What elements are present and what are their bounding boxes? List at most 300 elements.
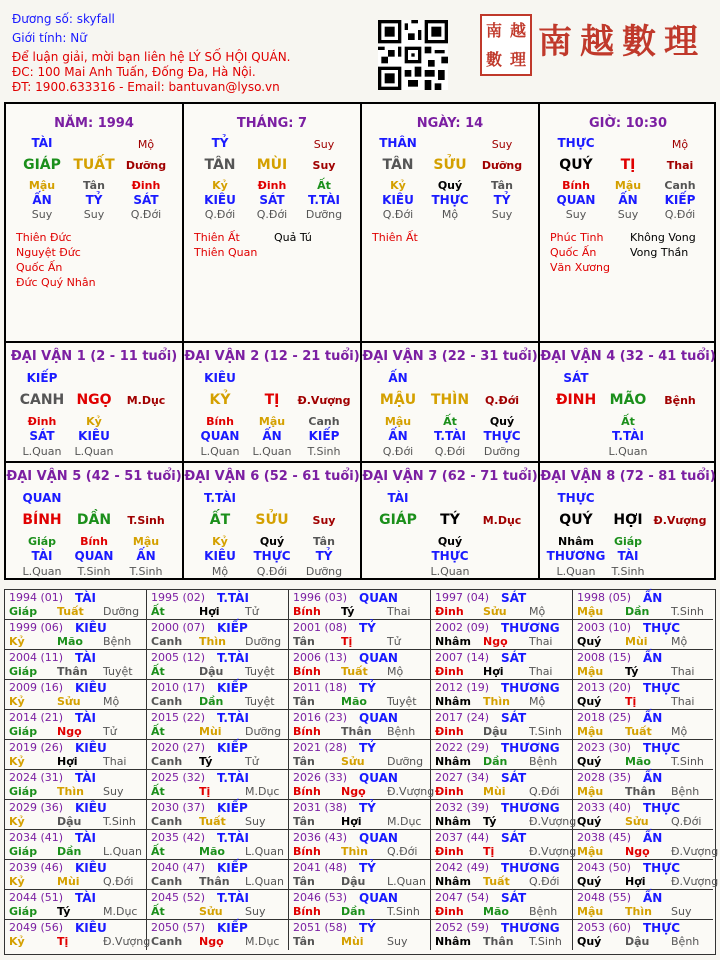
hidden-stem: Đinh — [27, 415, 57, 428]
year-cell[interactable] — [573, 620, 713, 650]
year-stage: T.Sinh — [387, 905, 420, 918]
hidden-stem: Mậu — [384, 415, 412, 428]
year-cell[interactable] — [289, 770, 435, 800]
hidden-stage: Suy — [565, 208, 587, 221]
year-label: 2048 (55) — [577, 891, 632, 904]
year-god: THƯƠNG — [501, 681, 560, 695]
year-god: KIÊU — [75, 861, 107, 875]
year-god: SÁT — [501, 891, 527, 905]
hidden-stem: Giáp — [613, 535, 643, 548]
year-label: 1997 (04) — [435, 591, 490, 604]
year-stem: Tân — [293, 755, 315, 768]
hidden-god: ẤN — [136, 549, 156, 563]
year-label: 2006 (13) — [293, 651, 348, 664]
year-stem: Canh — [151, 815, 183, 828]
year-god: SÁT — [501, 651, 527, 665]
hidden-god: ẤN — [618, 193, 638, 207]
year-label: 2026 (33) — [293, 771, 348, 784]
dai-van-branch: NGỌ — [76, 392, 112, 408]
year-stem: Quý — [577, 755, 602, 768]
year-branch: Sửu — [625, 815, 649, 828]
year-cell[interactable] — [289, 650, 431, 680]
year-cell[interactable] — [5, 650, 147, 680]
year-cell[interactable] — [289, 710, 431, 740]
year-cell[interactable] — [573, 770, 713, 800]
year-branch: Mão — [57, 635, 83, 648]
year-stem: Ất — [151, 785, 165, 798]
year-cell[interactable] — [573, 710, 713, 740]
year-label: 2032 (39) — [435, 801, 490, 814]
year-god: TỶ — [359, 621, 376, 635]
year-stem: Kỷ — [9, 935, 25, 948]
year-branch: Hợi — [625, 875, 646, 888]
year-branch: Mùi — [625, 635, 648, 648]
year-god: THỰC — [643, 741, 681, 755]
year-cell[interactable] — [5, 740, 147, 770]
year-stem: Nhâm — [435, 815, 471, 828]
year-label: 2014 (21) — [9, 711, 64, 724]
dai-van-stage: Bệnh — [664, 394, 696, 407]
year-branch: Thân — [199, 875, 230, 888]
year-cell[interactable] — [147, 920, 289, 950]
hidden-stage: Suy — [617, 208, 639, 221]
year-cell[interactable] — [5, 680, 147, 710]
hidden-stage: Q.Đới — [130, 208, 162, 221]
year-stage: Q.Đới — [529, 875, 560, 888]
qr-code-icon[interactable] — [378, 20, 448, 90]
hidden-stem: Bính — [206, 415, 234, 428]
year-label: 2036 (43) — [293, 831, 348, 844]
year-branch: Thìn — [625, 905, 652, 918]
year-branch: Thân — [483, 935, 514, 948]
dai-van-stage: M.Dục — [126, 394, 166, 407]
year-label: 2035 (42) — [151, 831, 206, 844]
pillar-extra: Mộ — [137, 138, 155, 151]
year-stem: Giáp — [9, 665, 38, 678]
year-stem: Bính — [293, 665, 321, 678]
pillar-god: TỶ — [211, 136, 229, 150]
dai-van-god: THỰC — [557, 491, 595, 505]
dai-van-title: ĐẠI VẬN 2 (12 - 21 tuổi) — [184, 349, 360, 364]
hidden-stage: L.Quan — [200, 445, 240, 458]
year-cell[interactable] — [573, 590, 713, 620]
year-label: 2015 (22) — [151, 711, 206, 724]
hidden-stem: Nhâm — [558, 535, 594, 548]
hidden-god: THỰC — [253, 549, 291, 563]
year-label: 2049 (56) — [9, 921, 64, 934]
year-label: 2005 (12) — [151, 651, 206, 664]
year-cell[interactable] — [289, 740, 431, 770]
year-cell[interactable] — [289, 680, 431, 710]
year-stem: Bính — [293, 785, 321, 798]
year-cell[interactable] — [147, 800, 289, 830]
year-branch: Tuất — [341, 665, 368, 678]
year-stage: Q.Đới — [103, 875, 134, 888]
year-stem: Đinh — [435, 785, 464, 798]
dai-van-stem: GIÁP — [379, 512, 417, 528]
year-cell[interactable] — [431, 800, 577, 830]
year-label: 1998 (05) — [577, 591, 632, 604]
dai-van-stem: BÍNH — [22, 512, 62, 528]
pillar-god: THỰC — [557, 136, 595, 150]
year-stage: T.Sinh — [671, 755, 704, 768]
year-stem: Tân — [293, 635, 315, 648]
year-stem: Ất — [151, 665, 165, 678]
year-stem: Quý — [577, 635, 602, 648]
year-label: 2044 (51) — [9, 891, 64, 904]
hidden-stem: Bính — [80, 535, 108, 548]
year-god: TÀI — [75, 651, 97, 665]
grid-divider — [6, 461, 714, 463]
year-stage: Mộ — [529, 605, 546, 618]
year-stage: Thai — [103, 755, 127, 768]
pillar-branch: TỊ — [620, 157, 636, 173]
year-god: T.TÀI — [217, 831, 249, 845]
hidden-stage: L.Quan — [74, 445, 114, 458]
year-cell[interactable] — [5, 860, 147, 890]
year-branch: Tý — [341, 605, 355, 618]
hidden-stage: T.Sinh — [129, 565, 163, 578]
year-god: SÁT — [501, 591, 527, 605]
year-cell[interactable] — [147, 710, 289, 740]
year-cell[interactable] — [5, 830, 147, 860]
year-stage: Thai — [529, 635, 553, 648]
year-label: 2038 (45) — [577, 831, 632, 844]
year-stage: Thai — [529, 665, 553, 678]
year-stem: Đinh — [435, 725, 464, 738]
year-cell[interactable] — [431, 710, 573, 740]
dai-van-title: ĐẠI VẬN 3 (22 - 31 tuổi) — [362, 349, 538, 364]
hidden-stage: L.Quan — [22, 445, 62, 458]
year-cell[interactable] — [147, 620, 289, 650]
pillar-branch: MÙI — [256, 157, 288, 173]
year-branch: Mão — [199, 845, 225, 858]
header — [0, 0, 720, 100]
year-label: 2052 (59) — [435, 921, 490, 934]
year-stem: Nhâm — [435, 935, 471, 948]
chart-grid — [4, 102, 716, 580]
year-branch: Dậu — [341, 875, 366, 888]
year-branch: Thìn — [199, 635, 226, 648]
dai-van-title: ĐẠI VẬN 6 (52 - 61 tuổi) — [184, 469, 360, 484]
dai-van-stage: Q.Đới — [484, 394, 520, 407]
year-stage: Suy — [671, 905, 692, 918]
year-cell[interactable] — [431, 890, 573, 920]
hidden-god: TỶ — [493, 193, 511, 207]
year-stem: Kỷ — [9, 815, 25, 828]
grid-divider — [6, 341, 714, 343]
year-cell[interactable] — [431, 680, 573, 710]
year-stem: Bính — [293, 605, 321, 618]
star-item: Quả Tú — [274, 231, 312, 244]
year-stage: Tử — [245, 755, 259, 768]
year-stage: Q.Đới — [529, 785, 560, 798]
year-god: THỰC — [643, 801, 681, 815]
hidden-god: SÁT — [259, 193, 285, 207]
hidden-stage: L.Quan — [252, 445, 292, 458]
year-cell[interactable] — [431, 860, 573, 890]
year-cell[interactable] — [573, 650, 713, 680]
year-stage: Dưỡng — [245, 725, 282, 738]
year-stage: Đ.Vượng — [529, 845, 577, 858]
pillar-title: THÁNG: 7 — [236, 116, 308, 131]
pillar-title: GIỜ: 10:30 — [589, 116, 667, 131]
hidden-stem: Quý — [437, 535, 463, 548]
year-branch: Dần — [341, 905, 366, 918]
year-stem: Giáp — [9, 905, 38, 918]
year-cell[interactable] — [573, 680, 713, 710]
year-cell[interactable] — [147, 770, 289, 800]
year-stem: Mậu — [577, 665, 604, 678]
year-cell[interactable] — [573, 890, 713, 920]
year-cell[interactable] — [573, 920, 713, 950]
year-cell[interactable] — [5, 920, 151, 950]
year-branch: Tị — [199, 785, 211, 798]
year-branch: Mão — [625, 755, 651, 768]
year-cell[interactable] — [289, 620, 431, 650]
year-label: 2050 (57) — [151, 921, 206, 934]
year-cell[interactable] — [431, 590, 573, 620]
year-cell[interactable] — [431, 620, 573, 650]
hidden-god: QUAN — [556, 193, 596, 207]
year-stem: Ất — [151, 845, 165, 858]
year-god: QUAN — [359, 831, 398, 845]
year-cell[interactable] — [573, 830, 719, 860]
hidden-stage: T.Sinh — [77, 565, 111, 578]
year-stem: Quý — [577, 875, 602, 888]
hidden-god: SÁT — [29, 429, 55, 443]
star-item: Thiên Đức — [16, 231, 72, 244]
year-stage: Suy — [387, 935, 408, 948]
year-god: SÁT — [501, 711, 527, 725]
year-label: 2043 (50) — [577, 861, 632, 874]
year-stem: Đinh — [435, 845, 464, 858]
year-label: 2051 (58) — [293, 921, 348, 934]
year-stem: Giáp — [9, 725, 38, 738]
hidden-stage: L.Quan — [556, 565, 596, 578]
year-cell[interactable] — [573, 860, 719, 890]
year-stem: Mậu — [577, 845, 604, 858]
year-branch: Tị — [625, 695, 637, 708]
year-cell[interactable] — [289, 860, 431, 890]
hidden-god: KIÊU — [382, 193, 414, 207]
year-god: TÀI — [75, 771, 97, 785]
year-stage: Mộ — [103, 695, 120, 708]
year-cell[interactable] — [431, 740, 573, 770]
year-god: KIÊU — [75, 681, 107, 695]
year-stage: Bệnh — [529, 755, 558, 768]
year-god: THƯƠNG — [501, 921, 560, 935]
dai-van-branch: TỊ — [264, 392, 280, 408]
year-cell[interactable] — [431, 770, 573, 800]
hidden-stem: Kỷ — [212, 179, 228, 192]
year-cell[interactable] — [5, 710, 147, 740]
year-god: TÀI — [75, 831, 97, 845]
pillar-title: NGÀY: 14 — [416, 116, 484, 131]
hidden-stage: Suy — [31, 208, 53, 221]
hidden-stage: L.Quan — [430, 565, 470, 578]
year-stage: M.Dục — [245, 785, 280, 798]
year-god: THƯƠNG — [501, 741, 560, 755]
hidden-stage: Q.Đới — [664, 208, 696, 221]
year-branch: Tuất — [199, 815, 226, 828]
year-god: KIẾP — [217, 681, 248, 695]
year-label: 2046 (53) — [293, 891, 348, 904]
star-item: Quốc Ấn — [550, 246, 597, 259]
dai-van-stage: T.Sinh — [127, 514, 165, 527]
year-label: 2024 (31) — [9, 771, 64, 784]
pillar-title: NĂM: 1994 — [54, 116, 134, 131]
year-stage: Tuyệt — [387, 695, 417, 708]
year-stem: Nhâm — [435, 755, 471, 768]
year-label: 2020 (27) — [151, 741, 206, 754]
year-cell[interactable] — [5, 890, 147, 920]
hidden-stem: Mậu — [28, 179, 56, 192]
year-branch: Mùi — [341, 935, 364, 948]
year-stem: Mậu — [577, 905, 604, 918]
hidden-stage: Dưỡng — [305, 565, 343, 578]
pillar-extra: Suy — [313, 138, 335, 151]
year-cell[interactable] — [147, 680, 289, 710]
year-god: KIÊU — [75, 801, 107, 815]
year-cell[interactable] — [147, 740, 289, 770]
year-cell[interactable] — [289, 920, 431, 950]
dai-van-title: ĐẠI VẬN 5 (42 - 51 tuổi) — [6, 469, 182, 484]
star-item: Phúc Tinh — [550, 231, 604, 244]
year-god: QUAN — [359, 591, 398, 605]
year-god: THỰC — [643, 921, 681, 935]
year-cell[interactable] — [147, 650, 289, 680]
year-stage: T.Sinh — [103, 815, 136, 828]
year-god: KIẾP — [217, 741, 248, 755]
hidden-stage: Suy — [83, 208, 105, 221]
year-stem: Giáp — [9, 845, 38, 858]
year-label: 1999 (06) — [9, 621, 64, 634]
year-god: THƯƠNG — [501, 621, 560, 635]
dai-van-stage: Đ.Vượng — [653, 514, 707, 527]
dai-van-title: ĐẠI VẬN 4 (32 - 41 tuổi) — [540, 349, 716, 364]
hidden-stem: Đinh — [257, 179, 287, 192]
year-label: 2034 (41) — [9, 831, 64, 844]
year-cell[interactable] — [5, 590, 147, 620]
year-god: T.TÀI — [217, 891, 249, 905]
year-branch: Hợi — [57, 755, 78, 768]
year-branch: Hợi — [199, 605, 220, 618]
year-cell[interactable] — [147, 830, 289, 860]
year-stem: Kỷ — [9, 695, 25, 708]
year-cell[interactable] — [431, 920, 573, 950]
year-label: 2018 (25) — [577, 711, 632, 724]
hidden-god: THỰC — [431, 549, 469, 563]
year-branch: Sửu — [199, 905, 223, 918]
dai-van-god: KIẾP — [26, 371, 58, 385]
dai-van-branch: SỬU — [255, 512, 289, 528]
hidden-stem: Tân — [491, 179, 513, 192]
owner-name: Đương số: skyfall — [12, 12, 115, 26]
year-branch: Thân — [341, 725, 372, 738]
year-branch: Dần — [483, 755, 508, 768]
dai-van-branch: HỢI — [613, 512, 643, 528]
year-branch: Thân — [625, 785, 656, 798]
dai-van-branch: MÃO — [609, 392, 647, 408]
dai-van-branch: THÌN — [430, 392, 470, 408]
year-cell[interactable] — [147, 590, 289, 620]
dai-van-stage: M.Dục — [482, 514, 522, 527]
year-cell[interactable] — [431, 650, 573, 680]
year-label: 2011 (18) — [293, 681, 348, 694]
phone-email[interactable]: ĐT: 1900.633316 - Email: bantuvan@lyso.vn — [12, 80, 280, 94]
year-cell[interactable] — [147, 890, 289, 920]
year-branch: Dậu — [199, 665, 224, 678]
year-cell[interactable] — [289, 590, 431, 620]
year-stage: Đ.Vượng — [671, 875, 719, 888]
year-cell[interactable] — [573, 740, 713, 770]
hidden-stem: Canh — [664, 179, 696, 192]
year-label: 1995 (02) — [151, 591, 206, 604]
hidden-stage: Mộ — [211, 565, 229, 578]
year-god: ẤN — [643, 891, 663, 905]
hidden-god: T.TÀI — [308, 193, 340, 207]
year-stage: Thai — [671, 695, 695, 708]
year-cell[interactable] — [289, 890, 431, 920]
year-label: 2045 (52) — [151, 891, 206, 904]
year-stem: Canh — [151, 935, 183, 948]
year-god: T.TÀI — [217, 771, 249, 785]
year-stem: Giáp — [9, 605, 38, 618]
year-branch: Tý — [57, 905, 71, 918]
year-cell[interactable] — [147, 860, 289, 890]
year-stem: Tân — [293, 875, 315, 888]
year-label: 2030 (37) — [151, 801, 206, 814]
year-cell[interactable] — [289, 800, 431, 830]
dai-van-god: T.TÀI — [204, 491, 236, 505]
year-stem: Quý — [577, 935, 602, 948]
year-stem: Quý — [577, 815, 602, 828]
year-label: 2002 (09) — [435, 621, 490, 634]
year-cell[interactable] — [5, 620, 147, 650]
hidden-stem: Quý — [259, 535, 285, 548]
year-label: 2022 (29) — [435, 741, 490, 754]
year-label: 2012 (19) — [435, 681, 490, 694]
year-stage: Thai — [671, 665, 695, 678]
hidden-god: ẤN — [32, 193, 52, 207]
year-stage: Tuyệt — [245, 695, 275, 708]
year-stage: L.Quan — [245, 875, 284, 888]
year-cell[interactable] — [5, 800, 147, 830]
hidden-god: SÁT — [133, 193, 159, 207]
hidden-stage: Suy — [491, 208, 513, 221]
year-god: TỶ — [359, 921, 376, 935]
pillar-god: TÀI — [31, 136, 53, 150]
dai-van-god: KIÊU — [204, 371, 236, 385]
year-cell[interactable] — [289, 830, 431, 860]
year-cell[interactable] — [431, 830, 577, 860]
year-stage: Mộ — [671, 635, 688, 648]
dai-van-stem: ẤT — [209, 512, 231, 528]
year-cell[interactable] — [5, 770, 147, 800]
year-label: 2031 (38) — [293, 801, 348, 814]
year-stem: Tân — [293, 815, 315, 828]
year-cell[interactable] — [573, 800, 713, 830]
gender: Giới tính: Nữ — [12, 31, 87, 45]
year-god: TỶ — [359, 681, 376, 695]
year-god: TÀI — [75, 711, 97, 725]
pillar-branch: SỬU — [433, 157, 467, 173]
year-stem: Nhâm — [435, 635, 471, 648]
year-branch: Mão — [341, 695, 367, 708]
year-stage: Bệnh — [387, 725, 416, 738]
dai-van-god: SÁT — [563, 371, 589, 385]
